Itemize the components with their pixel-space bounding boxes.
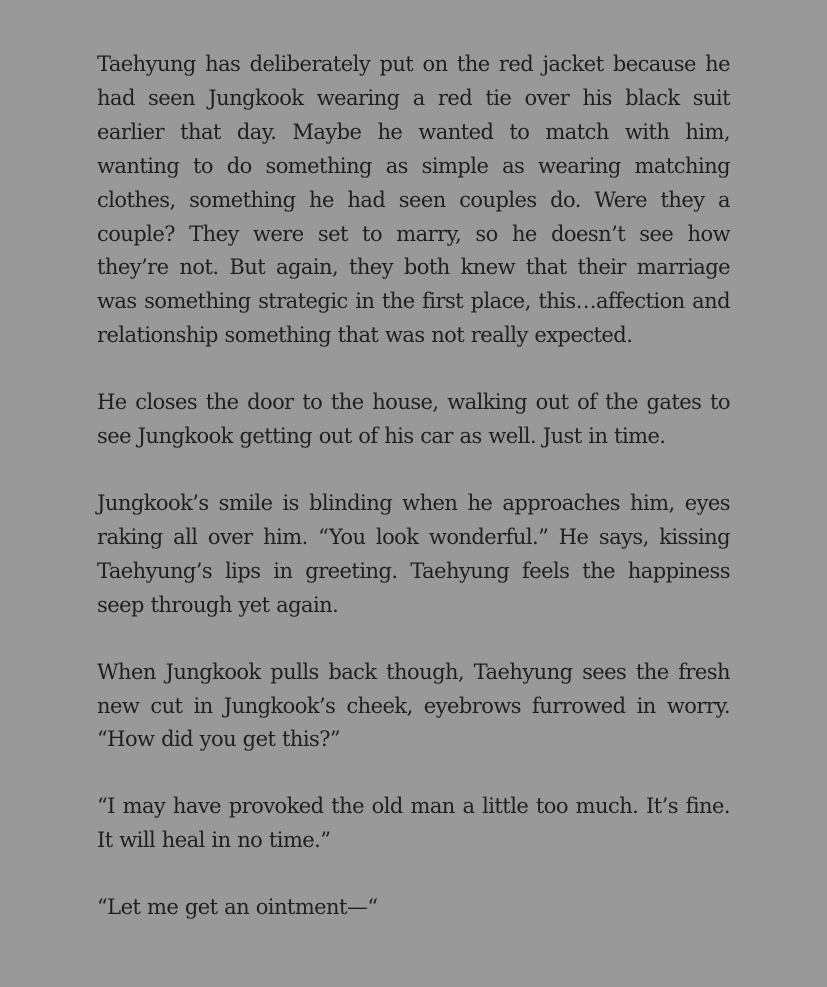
paragraph-smile-greeting: Jungkook’s smile is blinding when he approaches him, eyes raking all over him. “You look wonderful.” He says, kissing Taehyung’s lips in greeting. Taehyung feels the happiness seep through yet again.: [97, 490, 730, 617]
paragraph-closes-door: He closes the door to the house, walking out of the gates to see Jungkook getting out of his car as well. Just in time.: [97, 390, 730, 449]
story-text: [97, 48, 730, 925]
paragraph-ointment: “Let me get an ointment—“: [97, 895, 378, 920]
paragraph-fresh-cut: When Jungkook pulls back though, Taehyung sees the fresh new cut in Jungkook’s cheek, eyebrows furrowed in worry. “How did you get this?”: [97, 659, 730, 752]
paragraph-old-man-reply: “I may have provoked the old man a little too much. It’s fine. It will heal in no time.”: [97, 794, 730, 853]
paragraph-red-jacket: Taehyung has deliberately put on the red jacket because he had seen Jungkook wearing a red tie over his black suit earlier that day. Maybe he wanted to match with him, wanting to do something as simple as wearing matching clothes, something he had seen couples do. Were they a couple? They were set to marry, so he doesn’t see how they’re not. But again, they both knew that their marriage was something strategic in the first place, this…affection and relationship something that was not really expected.: [97, 52, 730, 348]
